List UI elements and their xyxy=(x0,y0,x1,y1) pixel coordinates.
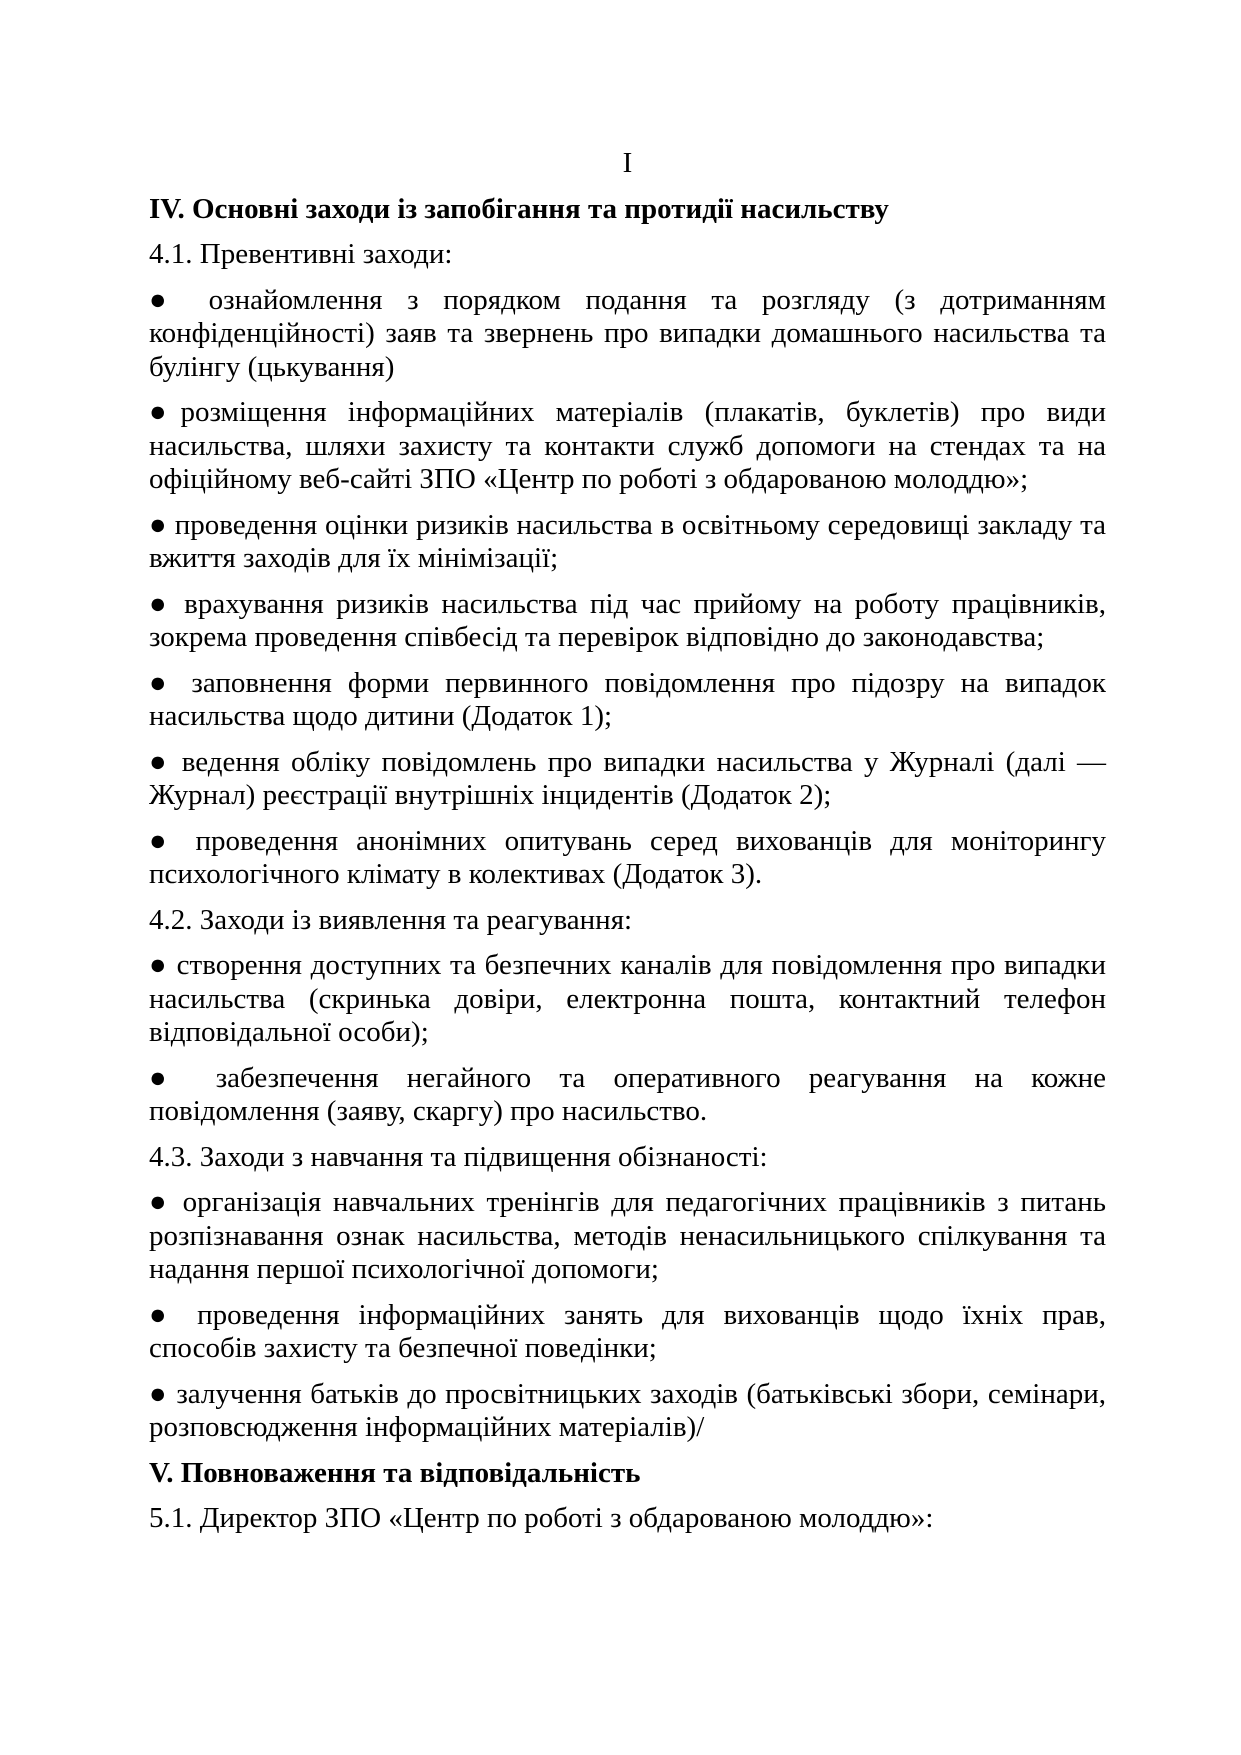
bullet-icon: ● xyxy=(149,1061,188,1094)
bullet-icon: ● xyxy=(149,1377,168,1410)
bullet-item-reporting-channels-text: створення доступних та безпечних каналів для повідомлення про випадки насильства (скринька довіри, електронна пошта, контактний телефон відповідальної особи); xyxy=(149,949,1106,1048)
bullet-item-placement-materials-text: розміщення інформаційних матеріалів (плакатів, буклетів) про види насильства, шляхи захисту та контакти служб допомоги на стендах та на офіційному веб-сайті ЗПО «Центр по роботі з обдарованою молоддю»; xyxy=(149,396,1106,495)
clause-5-1 xyxy=(149,1502,1106,1536)
section-heading-iv xyxy=(149,193,1106,227)
bullet-icon: ● xyxy=(149,508,167,541)
clause-4-2-text: 4.2. Заходи із виявлення та реагування: xyxy=(149,903,633,936)
bullet-icon: ● xyxy=(149,1298,179,1331)
document-content xyxy=(149,147,1106,1536)
page-number-text: I xyxy=(622,147,633,179)
bullet-item-risk-assessment xyxy=(149,509,1106,576)
bullet-icon: ● xyxy=(149,283,184,316)
bullet-icon: ● xyxy=(149,396,181,428)
bullet-icon: ● xyxy=(149,666,176,699)
bullet-item-placement-materials xyxy=(149,396,1106,497)
bullet-item-familiarization xyxy=(149,284,1106,385)
bullet-item-initial-report-form-text: заповнення форми первинного повідомлення про підозру на випадок насильства щодо дитини (Додаток 1); xyxy=(149,666,1107,732)
clause-4-2 xyxy=(149,904,1106,938)
bullet-item-anonymous-surveys xyxy=(149,825,1106,892)
bullet-icon: ● xyxy=(149,1186,171,1218)
bullet-item-immediate-response-text: забезпечення негайного та оперативного реагування на кожне повідомлення (заяву, скаргу) про насильство. xyxy=(149,1061,1106,1127)
clause-4-3 xyxy=(149,1141,1106,1175)
bullet-item-info-sessions xyxy=(149,1299,1106,1366)
clause-4-3-text: 4.3. Заходи з навчання та підвищення обізнаності: xyxy=(149,1140,768,1173)
clause-4-1 xyxy=(149,238,1106,272)
bullet-icon: ● xyxy=(149,745,171,778)
bullet-item-incident-log-text: ведення обліку повідомлень про випадки насильства у Журналі (далі — Журнал) реєстрації внутрішніх інцидентів (Додаток 2); xyxy=(149,745,1106,811)
bullet-item-staff-trainings-text: організація навчальних тренінгів для педагогічних працівників з питань розпізнавання ознак насильства, методів ненасильницького спілкування та надання першої психологічної допомоги; xyxy=(149,1186,1107,1285)
section-heading-v xyxy=(149,1457,1106,1491)
bullet-item-parent-involvement xyxy=(149,1378,1106,1445)
bullet-item-hiring-risks-text: врахування ризиків насильства під час прийому на роботу працівників, зокрема проведення співбесід та перевірок відповідно до законодавства; xyxy=(149,587,1106,653)
bullet-item-anonymous-surveys-text: проведення анонімних опитувань серед вихованців для моніторингу психологічного клімату в колективах (Додаток 3). xyxy=(149,824,1106,890)
bullet-icon: ● xyxy=(149,587,172,620)
bullet-item-parent-involvement-text: залучення батьків до просвітницьких заходів (батьківські збори, семінари, розповсюдження інформаційних матеріалів)/ xyxy=(149,1377,1106,1443)
page-number xyxy=(149,147,1106,181)
bullet-item-hiring-risks xyxy=(149,588,1106,655)
bullet-item-immediate-response xyxy=(149,1062,1106,1129)
bullet-item-staff-trainings xyxy=(149,1186,1106,1287)
section-heading-iv-text: IV. Основні заходи із запобігання та протидії насильству xyxy=(149,192,889,225)
section-heading-v-text: V. Повноваження та відповідальність xyxy=(149,1456,641,1489)
bullet-item-incident-log xyxy=(149,746,1106,813)
clause-5-1-text: 5.1. Директор ЗПО «Центр по роботі з обдарованою молоддю»: xyxy=(149,1502,934,1534)
bullet-item-info-sessions-text: проведення інформаційних занять для вихованців щодо їхніх прав, способів захисту та безпечної поведінки; xyxy=(149,1298,1106,1364)
bullet-icon: ● xyxy=(149,949,168,981)
bullet-item-familiarization-text: ознайомлення з порядком подання та розгляду (з дотриманням конфіденційності) заяв та звернень про випадки домашнього насильства та булінгу (цькування) xyxy=(149,283,1106,383)
bullet-item-risk-assessment-text: проведення оцінки ризиків насильства в освітньому середовищі закладу та вжиття заходів для їх мінімізації; xyxy=(149,508,1106,574)
clause-4-1-text: 4.1. Превентивні заходи: xyxy=(149,238,453,270)
bullet-item-initial-report-form xyxy=(149,667,1106,734)
bullet-item-reporting-channels xyxy=(149,949,1106,1050)
bullet-icon: ● xyxy=(149,824,178,857)
